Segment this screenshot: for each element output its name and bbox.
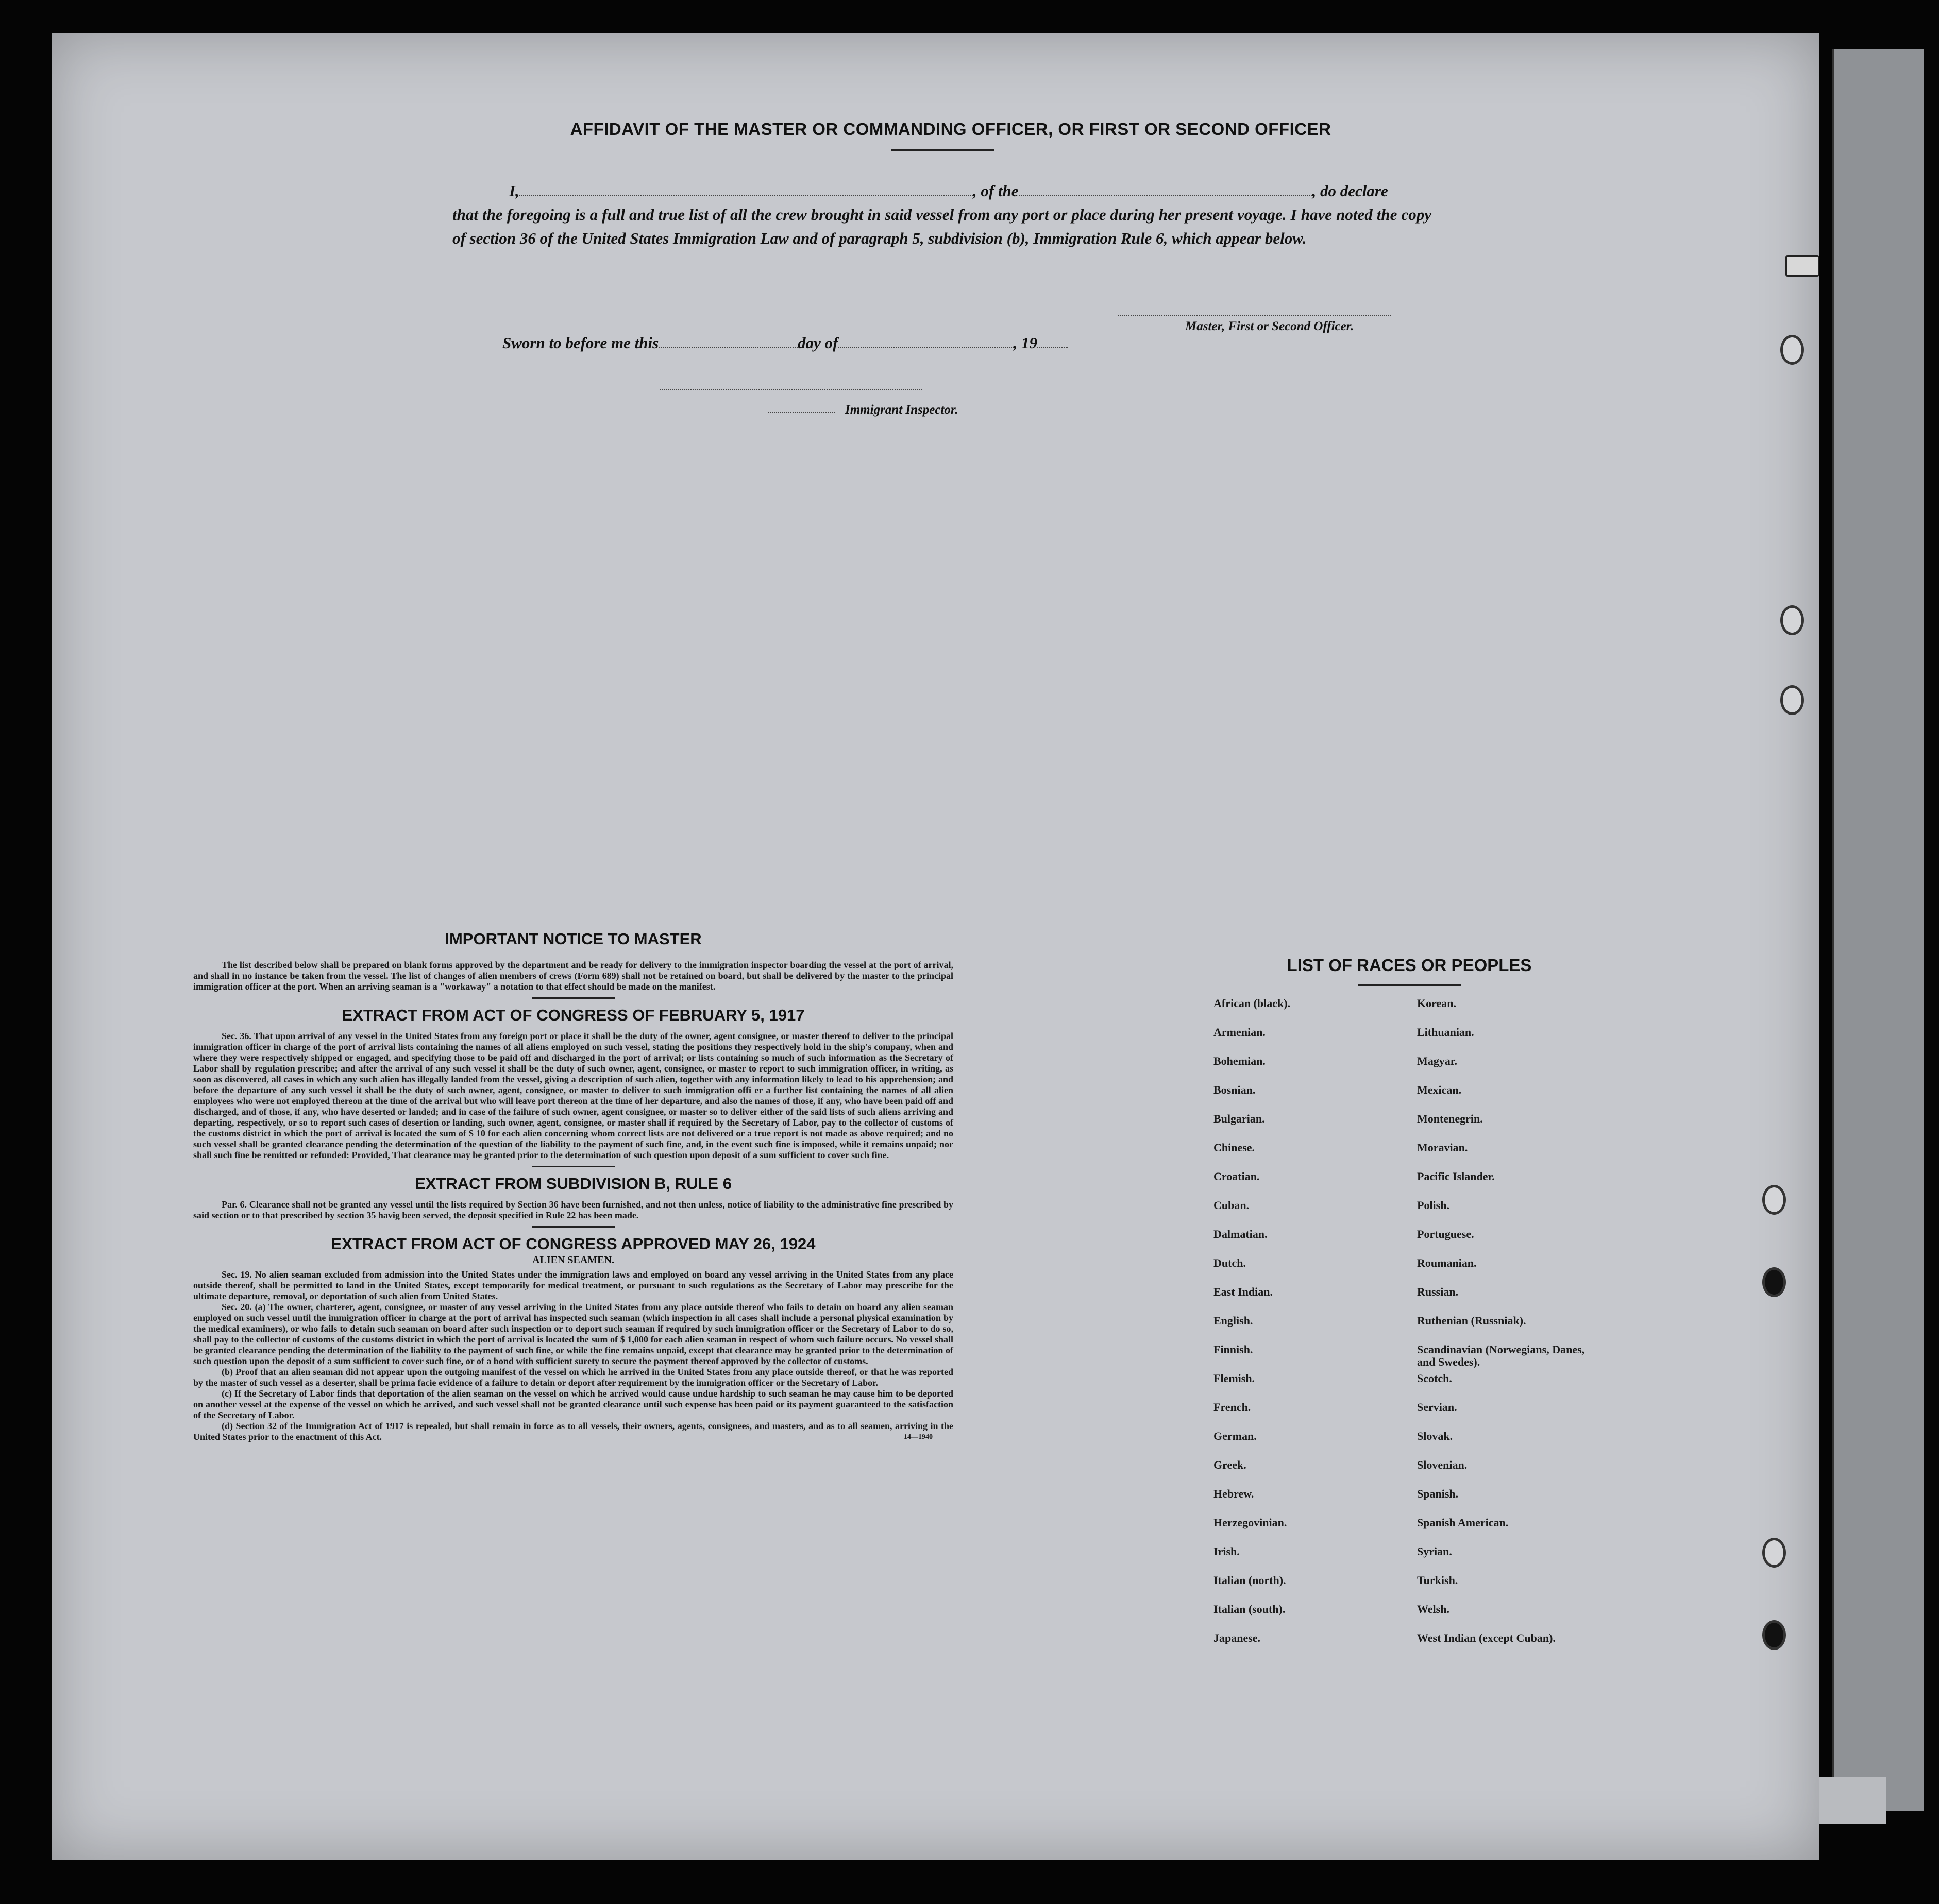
race-item: Syrian. (1417, 1545, 1452, 1558)
vessel-blank[interactable] (1019, 182, 1312, 196)
race-item: Polish. (1417, 1199, 1449, 1212)
race-item: English. (1213, 1314, 1253, 1327)
sec20d-body: (d) Section 32 of the Immigration Act of 1917 is repealed, but shall remain in force as to all vessels, their owners, agents, consignees, and masters, and as to all seamen, arriving in the United States prior to the enactment of this Act. (193, 1421, 953, 1442)
race-item: German. (1213, 1430, 1257, 1442)
sworn-month-blank[interactable] (838, 334, 1014, 348)
extract-1924-sec20b (193, 1367, 953, 1388)
signature-line[interactable] (1118, 315, 1391, 316)
race-item: East Indian. (1213, 1285, 1273, 1298)
extract-1924-title: EXTRACT FROM ACT OF CONGRESS APPROVED MAY 26, 1924 (331, 1235, 816, 1253)
affidavit-word-do-declare: , do declare (1312, 182, 1388, 200)
races-section (1213, 956, 1605, 1661)
race-item: Greek. (1213, 1458, 1246, 1471)
race-item: Italian (north). (1213, 1574, 1286, 1587)
name-blank[interactable] (519, 182, 973, 196)
extract-1917-title: EXTRACT FROM ACT OF CONGRESS OF FEBRUARY 5, 1917 (342, 1006, 805, 1024)
sworn-year-blank[interactable] (1037, 334, 1068, 348)
race-item: Magyar. (1417, 1055, 1458, 1067)
affidavit-word-of-the: , of the (972, 182, 1019, 200)
race-item: Spanish American. (1417, 1516, 1509, 1529)
affidavit-title: AFFIDAVIT OF THE MASTER OR COMMANDING OFFICER, OR FIRST OR SECOND OFFICER (570, 120, 1331, 139)
divider (1358, 984, 1461, 986)
race-item: Pacific Islander. (1417, 1170, 1495, 1183)
sworn-line (502, 334, 1068, 352)
extract-1924-sec19 (193, 1269, 953, 1302)
race-item: Servian. (1417, 1401, 1457, 1414)
affidavit-word-i: I, (509, 182, 519, 200)
race-item: Slovak. (1417, 1430, 1453, 1442)
sworn-day-label: day of (798, 334, 838, 352)
race-item: Spanish. (1417, 1487, 1459, 1500)
race-item: Chinese. (1213, 1141, 1255, 1154)
inspector-dots (768, 412, 835, 413)
race-item: Bosnian. (1213, 1083, 1256, 1096)
races-title: LIST OF RACES OR PEOPLES (1287, 956, 1532, 975)
print-code: 14—1940 (904, 1433, 933, 1441)
notice-text (193, 960, 953, 992)
race-item: Finnish. (1213, 1343, 1253, 1356)
race-item: Ruthenian (Russniak). (1417, 1314, 1526, 1327)
race-item: Turkish. (1417, 1574, 1458, 1587)
extract-rule6-text (193, 1199, 953, 1221)
race-item: Portuguese. (1417, 1228, 1474, 1240)
race-item: Russian. (1417, 1285, 1459, 1298)
sworn-year-label: , 19 (1013, 334, 1037, 352)
extract-rule6-body: Par. 6. Clearance shall not be granted any vessel until the lists required by Section 36 have been furnished, and not then unless, notice of liability to the administrative fine prescribed by said section or to that prescribed by section 35 havig been served, the deposit specified in Rule 22 has been made. (193, 1199, 953, 1220)
race-item: Lithuanian. (1417, 1026, 1474, 1039)
race-item: Italian (south). (1213, 1603, 1286, 1616)
race-item: Slovenian. (1417, 1458, 1468, 1471)
sworn-prefix: Sworn to before me this (502, 334, 659, 352)
binder-hole (1780, 685, 1804, 715)
extract-1924-subtitle: ALIEN SEAMEN. (532, 1254, 614, 1266)
race-item: Cuban. (1213, 1199, 1250, 1212)
affidavit-first-line (452, 179, 1431, 203)
races-grid (1213, 997, 1605, 1661)
race-item: Welsh. (1417, 1603, 1449, 1616)
sworn-day-blank[interactable] (659, 334, 798, 348)
notice-section (193, 930, 953, 1442)
race-item: Scotch. (1417, 1372, 1452, 1385)
race-item: West Indian (except Cuban). (1417, 1631, 1556, 1644)
notice-title: IMPORTANT NOTICE TO MASTER (445, 930, 702, 948)
race-item: Scandinavian (Norwegians, Danes, and Swedes). (1417, 1343, 1585, 1368)
race-item: Moravian. (1417, 1141, 1468, 1154)
affidavit-declaration: that the foregoing is a full and true list of all the crew brought in said vessel from any port or place during her present voyage. I have noted the copy of section 36 of the United States Immigration Law and of paragraph 5, subdivision (b), Immigration Rule 6, which appear below. (452, 206, 1431, 247)
binder-hole (1780, 605, 1804, 635)
race-item: Dalmatian. (1213, 1228, 1268, 1240)
race-item: Hebrew. (1213, 1487, 1254, 1500)
extract-1924-sec20c (193, 1388, 953, 1421)
sec20a-body: Sec. 20. (a) The owner, charterer, agent, consignee, or master of any vessel arriving in the United States from any place outside thereof who fails to detain on board any alien seaman employed on such vessel until the immigration officer in charge at the port of arrival has inspected such seaman (which inspection in all cases shall include a personal physical examination by the medical examiners), or who fails to detain such seaman on board after such inspection or to deport such seaman if required by such immigration officer or the Secretary of Labor to do so, shall pay to the collector of customs of the customs district in which the port of arrival is located the sum of $ 1,000 for each alien seaman in respect of whom such failure occurs. No vessel shall be granted clearance pending the determination of the liability to the payment of such fine, or while the fine remains unpaid, except that clearance may be granted prior to the determination of such question upon the deposit of a sum sufficient to cover such fine, or of a bond with sufficient surety to secure the payment thereof approved by the collector of customs. (193, 1302, 953, 1366)
race-item: Bohemian. (1213, 1055, 1266, 1067)
sec20b-body: (b) Proof that an alien seaman did not appear upon the outgoing manifest of the vessel on which he arrived in the United States from any place outside thereof, or that he was reported by the master of such vessel as a deserter, shall be prima facie evidence of a failure to detain or deport after requirement by the immigration officer or the Secretary of Labor. (193, 1367, 953, 1388)
inspector-label: Immigrant Inspector. (845, 403, 958, 417)
race-item: Korean. (1417, 997, 1456, 1010)
race-item: Armenian. (1213, 1026, 1266, 1039)
race-item: Irish. (1213, 1545, 1240, 1558)
extract-1917-body: Sec. 36. That upon arrival of any vessel in the United States from any foreign port or place it shall be the duty of the owner, agent consignee, or master thereof to deliver to the principal immigration officer in charge of the port of arrival lists containing the names of all aliens employed on such vessel, stating the positions they respectively hold in the ship's company, when and where they were respectively shipped or engaged, and specifying those to be paid off and discharged in the port of arrival; or lists containing so much of such information as the Secretary of Labor shall by regulation prescribe; and after the arrival of any such vessel it shall be the duty of such owner, agent, consignee, or master to report to such immigration officer, in writing, as soon as discovered, all cases in which any such alien has illegally landed from the vessel, giving a description of such alien, together with any information likely to lead to his apprehension; and before the departure of any such vessel it shall be the duty of such owner, agent, consignee, or master to deliver to such immigration offi er a further list containing the names of all alien employees who were not employed thereon at the time of the arrival but who will leave port thereon at the time of her departure, and also the names of those, if any, who have been paid off and discharged, and of those, if any, who have deserted or landed; and in case of the failure of such owner, agent consignee, or master so to deliver either of the said lists of such aliens arriving and departing, respectively, or so to report such cases of desertion or landing, such owner, agent, consignee, or master shall if required by the Secretary of Labor, pay to the collector of customs of the customs district in which the port of arrival is located the sum of $ 10 for each alien concerning whom correct lists are not delivered or a true report is not made as above required; and no such vessel shall be granted clearance pending the determination of the question of the liability to the payment of such fine, and, in the event such fine is imposed, while it remains unpaid; nor shall such fine be remitted or refunded: Provided, That clearance may be granted prior to the determination of such question upon deposit of a sum sufficient to cover such fine. (193, 1031, 953, 1160)
binder-hole (1762, 1185, 1786, 1215)
binder-hole (1780, 335, 1804, 365)
binder-hole (1762, 1267, 1786, 1297)
divider (532, 1226, 615, 1228)
divider (891, 149, 994, 151)
extract-1917-text (193, 1031, 953, 1161)
notice-text-body: The list described below shall be prepared on blank forms approved by the department and be ready for delivery to the immigration inspector boarding the vessel at the port of arrival, and shall in no instance be taken from the vessel. The list of changes of alien members of crews (Form 689) shall not be retained on board, but shall be delivered by the master to the principal immigration officer at the port. When an arriving seaman is a "workaway" a notation to that effect should be made on the manifest. (193, 960, 953, 992)
race-item: Croatian. (1213, 1170, 1260, 1183)
divider (532, 1166, 615, 1167)
signature-label: Master, First or Second Officer. (1185, 319, 1354, 333)
race-item: Bulgarian. (1213, 1112, 1265, 1125)
binder-tab (1785, 255, 1819, 277)
affidavit-body (452, 179, 1431, 250)
race-item: Roumanian. (1417, 1256, 1477, 1269)
binder-hole (1762, 1538, 1786, 1568)
divider (532, 997, 615, 999)
extract-rule6-title: EXTRACT FROM SUBDIVISION B, RULE 6 (415, 1175, 732, 1193)
back-sheet-edge (1832, 49, 1924, 1811)
race-item: Dutch. (1213, 1256, 1246, 1269)
race-item: French. (1213, 1401, 1251, 1414)
extract-1924-sec20d (193, 1421, 953, 1442)
race-item: Montenegrin. (1417, 1112, 1483, 1125)
sec20c-body: (c) If the Secretary of Labor finds that deportation of the alien seaman on the vessel on which he arrived would cause undue hardship to such seaman he may cause him to be deported on another vessel at the expense of the vessel on which he arrived, and such vessel shall not be granted clearance until such expense has been paid or its payment guaranteed to the satisfaction of the Secretary of Labor. (193, 1388, 953, 1420)
inspector-signature-line[interactable] (660, 389, 922, 390)
sec19-body: Sec. 19. No alien seaman excluded from admission into the United States under the immigration laws and employed on board any vessel arriving in the United States from any place outside thereof, shall be permitted to land in the United States, except temporarily for medical treatment, or pursuant to such regulations as the Secretary of Labor may prescribe for the ultimate departure, removal, or deportation of such alien from United States. (193, 1269, 953, 1301)
race-item: Mexican. (1417, 1083, 1462, 1096)
race-item: Japanese. (1213, 1631, 1261, 1644)
binder-hole (1762, 1620, 1786, 1650)
race-item: African (black). (1213, 997, 1291, 1010)
extract-1924-sec20a (193, 1302, 953, 1367)
race-item: Flemish. (1213, 1372, 1255, 1385)
race-item: Herzegovinian. (1213, 1516, 1287, 1529)
